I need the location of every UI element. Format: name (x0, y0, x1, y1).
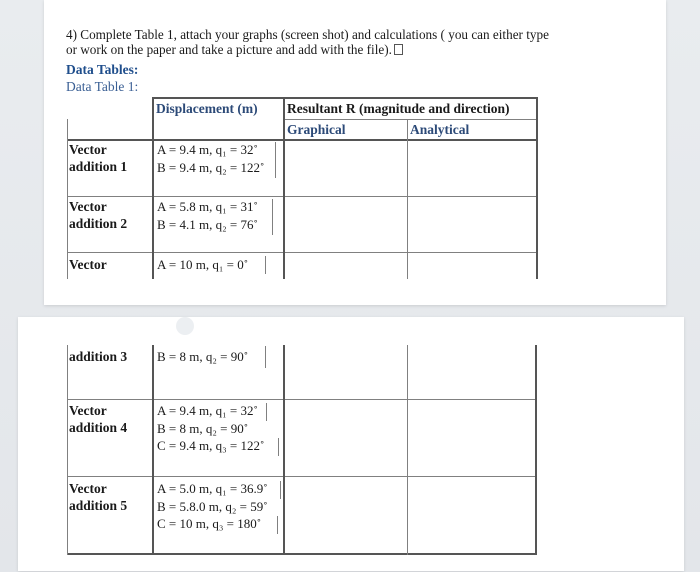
displacement-line: B = 5.8.0 m, q₂ = 59˚ (157, 498, 268, 514)
cell-line (280, 481, 281, 499)
instructions-text (66, 27, 656, 57)
cell-line (265, 346, 266, 368)
row-label-line: addition 3 (69, 349, 128, 364)
displacement-values (157, 480, 268, 533)
row-label (69, 348, 127, 365)
displacement-line: B = 4.1 m, q₂ = 76˚ (157, 216, 258, 232)
displacement-line: B = 8 m, q₂ = 90˚ (157, 420, 249, 436)
row-label (69, 256, 107, 273)
displacement-line: A = 9.4 m, q₁ = 32˚ (157, 403, 258, 418)
displacement-line: A = 10 m, q₁ = 0˚ (157, 257, 249, 272)
table-border (67, 139, 538, 141)
displacement-values (157, 402, 264, 455)
checkbox-icon (394, 44, 403, 55)
table-border (283, 345, 285, 555)
table-border (283, 97, 285, 279)
table-line (67, 345, 68, 555)
row-label-line: Vector (69, 403, 107, 418)
row-label-line: addition 5 (69, 498, 128, 513)
table-line (67, 399, 536, 400)
cell-line (272, 199, 273, 235)
table-line (67, 252, 538, 253)
table-line (283, 119, 538, 120)
instructions-line-1: 4) Complete Table 1, attach your graphs (screen shot) and calculations ( you can either type (66, 27, 549, 42)
cell-line (266, 403, 267, 421)
row-label-line: Vector (69, 199, 107, 214)
header-displacement: Displacement (m) (156, 101, 258, 116)
data-tables-heading: Data Tables: (66, 62, 139, 77)
displacement-line: A = 5.8 m, q₁ = 31˚ (157, 199, 258, 214)
table-border (153, 97, 538, 99)
row-label-line: addition 2 (69, 216, 128, 231)
displacement-values (157, 256, 248, 274)
displacement-values (157, 348, 248, 366)
row-label-line: Vector (69, 257, 107, 272)
header-resultant: Resultant R (magnitude and direction) (287, 101, 510, 116)
table-border (536, 97, 538, 279)
row-label (69, 480, 127, 514)
displacement-line: C = 10 m, q₃ = 180˚ (157, 516, 262, 531)
watermark-icon (176, 317, 194, 335)
header-analytical: Analytical (410, 122, 470, 137)
table-border (535, 345, 537, 555)
cell-line (278, 438, 279, 456)
row-label (69, 402, 127, 436)
table-line (407, 345, 408, 555)
row-label-line: Vector (69, 142, 107, 157)
row-label (69, 141, 127, 175)
table-line (67, 119, 68, 279)
table-line (67, 196, 538, 197)
displacement-line: B = 8 m, q₂ = 90˚ (157, 349, 249, 364)
header-graphical: Graphical (287, 122, 346, 137)
instructions-line-2-text: or work on the paper and take a picture and add with the file). (66, 42, 392, 57)
displacement-values (157, 141, 264, 176)
displacement-line: B = 9.4 m, q₂ = 122˚ (157, 159, 265, 175)
displacement-line: C = 9.4 m, q₃ = 122˚ (157, 438, 265, 453)
cell-line (277, 516, 278, 534)
row-label-line: addition 1 (69, 159, 128, 174)
data-table-caption: Data Table 1: (66, 79, 139, 94)
displacement-line: A = 5.0 m, q₁ = 36.9˚ (157, 481, 268, 496)
instructions-line-2 (66, 42, 656, 57)
row-label (69, 198, 127, 232)
displacement-values (157, 198, 258, 233)
table-border (67, 553, 536, 555)
row-label-line: addition 4 (69, 420, 128, 435)
table-border (152, 97, 154, 279)
cell-line (275, 142, 276, 178)
table-line (265, 256, 266, 274)
displacement-line: A = 9.4 m, q₁ = 32˚ (157, 142, 258, 157)
table-border (152, 345, 154, 555)
row-label-line: Vector (69, 481, 107, 496)
table-line (67, 476, 536, 477)
table-line (407, 119, 408, 279)
